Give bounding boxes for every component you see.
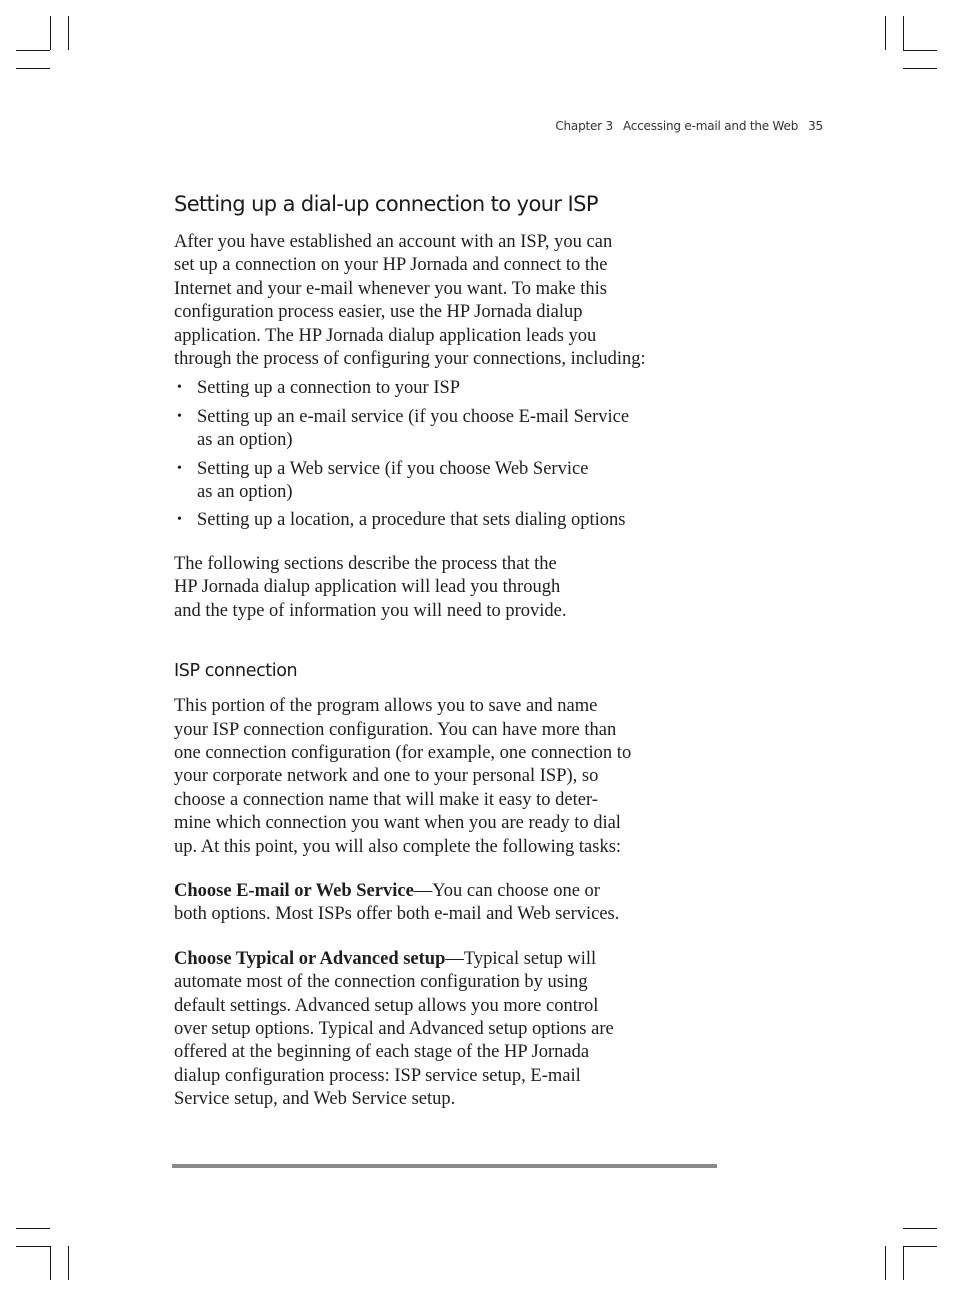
chapter-title: Accessing e-mail and the Web (622, 119, 799, 133)
bullet-item: • Setting up a connection to your ISP (174, 377, 719, 400)
task-term: Choose Typical or Advanced setup (174, 948, 446, 969)
crop-mark (68, 1246, 69, 1280)
task-paragraph-setup (174, 948, 719, 1112)
crop-mark (903, 50, 937, 51)
task-term: Choose E-mail or Web Service (174, 880, 414, 901)
crop-mark (903, 1228, 937, 1229)
crop-mark (903, 1246, 937, 1247)
crop-mark (50, 1246, 51, 1280)
task-text: —Typical setup will automate most of the connection configuration by using default settings. Advanced setup allows you more control over setup options. Typical and Advanced setup options are offered at the beginning of each stage of the HP Jornada dialup configuration process: ISP service setup, E-mail Service setup, and Web Service setup. (174, 948, 614, 1110)
bullet-list (174, 377, 719, 532)
crop-mark (16, 68, 50, 69)
footer-rule (172, 1164, 717, 1168)
intro-paragraph: After you have established an account with an ISP, you can set up a connection on your HP Jornada and connect to the Internet and your e-mail whenever you want. To make this configuration process easier, use the HP Jornada dialup application. The HP Jornada dialup application leads you through the process of configuring your connections, including: (174, 232, 646, 370)
crop-mark (885, 16, 886, 50)
crop-mark (903, 1246, 904, 1280)
crop-mark (16, 1228, 50, 1229)
section-title: Setting up a dial-up connection to your ISP (174, 192, 598, 216)
crop-mark (903, 16, 904, 50)
isp-connection-paragraph: This portion of the program allows you to save and name your ISP connection configuration. You can have more than one connection configuration (for example, one connection to your corporate network and one to your personal ISP), so choose a connection name that will make it easy to deter- mine which connection you want when you are ready to dial up. At this point, you will also complete the following tasks: (174, 696, 632, 857)
bullet-item: • Setting up a location, a procedure that sets dialing options (174, 509, 719, 532)
bullet-item: • Setting up an e-mail service (if you choose E-mail Service as an option) (174, 406, 719, 453)
bullet-item: • Setting up a Web service (if you choose Web Service as an option) (174, 458, 719, 505)
crop-mark (16, 50, 50, 51)
page-body (174, 188, 719, 1112)
crop-mark (903, 68, 937, 69)
crop-mark (16, 1246, 50, 1247)
running-header (555, 119, 823, 133)
page-number: 35 (808, 119, 823, 133)
task-paragraph-service (174, 880, 719, 927)
chapter-label: Chapter 3 (555, 119, 613, 133)
crop-mark (885, 1246, 886, 1280)
task-text: —You can choose one or both options. Most ISPs offer both e-mail and Web services. (174, 880, 620, 925)
subsection-title: ISP connection (174, 661, 298, 682)
crop-mark (68, 16, 69, 50)
crop-mark (50, 16, 51, 50)
followup-paragraph: The following sections describe the process that the HP Jornada dialup application will lead you through and the type of information you will need to provide. (174, 553, 567, 621)
